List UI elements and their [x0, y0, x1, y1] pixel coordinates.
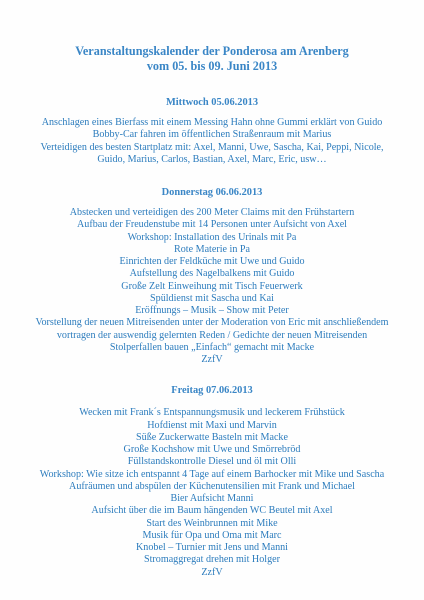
event-line: Aufsicht über die im Baum hängenden WC Beutel mit Axel: [91, 505, 333, 517]
event-line: Guido, Marius, Carlos, Bastian, Axel, Marc, Eric, usw…: [97, 153, 327, 165]
event-line: Hofdienst mit Maxi und Marvin: [147, 419, 277, 431]
event-line: Süße Zuckerwatte Basteln mit Macke: [136, 431, 288, 443]
day-items-friday: [8, 407, 416, 579]
event-line: ZzfV: [201, 566, 223, 578]
document-title: [8, 44, 416, 74]
title-line-2: vom 05. bis 09. Juni 2013: [146, 59, 278, 73]
event-line: Start des Weinbrunnen mit Mike: [146, 517, 278, 529]
event-line: Einrichten der Feldküche mit Uwe und Guido: [119, 256, 305, 268]
event-line: Aufbau der Freudenstube mit 14 Personen unter Aufsicht von Axel: [77, 219, 347, 231]
event-line: Aufstellung des Nagelbalkens mit Guido: [129, 268, 295, 280]
day-items-wednesday: [8, 117, 416, 166]
event-line: Rote Materie in Pa: [174, 243, 250, 255]
event-line: Bobby-Car fahren im öffentlichen Straßenraum mit Marius: [92, 129, 332, 141]
event-line: Abstecken und verteidigen des 200 Meter Claims mit den Frühstartern: [69, 207, 355, 219]
event-line: Eröffnungs – Musik – Show mit Peter: [135, 305, 289, 317]
day-items-thursday: [8, 207, 416, 366]
event-line: Stromaggregat drehen mit Holger: [144, 554, 280, 566]
event-line: Bier Aufsicht Manni: [170, 493, 254, 505]
event-line: Große Zelt Einweihung mit Tisch Feuerwerk: [121, 280, 303, 292]
event-line: Knobel – Turnier mit Jens und Manni: [136, 542, 288, 554]
event-line: Füllstandskontrolle Diesel und öl mit Olli: [127, 456, 297, 468]
event-line: Stolperfallen bauen „Einfach“ gemacht mit Macke: [109, 341, 315, 353]
event-line: Vorstellung der neuen Mitreisenden unter der Moderation von Eric mit anschließendem: [35, 317, 389, 329]
event-line: Spüldienst mit Sascha und Kai: [150, 292, 274, 304]
event-line: Anschlagen eines Bierfass mit einem Messing Hahn ohne Gummi erklärt von Guido: [41, 117, 383, 128]
event-line: Workshop: Wie sitze ich entspannt 4 Tage auf einem Barhocker mit Mike und Sascha: [39, 468, 385, 480]
title-line-1: Veranstaltungskalender der Ponderosa am Arenberg: [75, 44, 349, 58]
event-line: Workshop: Installation des Urinals mit Pa: [127, 231, 297, 243]
day-heading-wednesday: Mittwoch 05.06.2013: [165, 97, 259, 108]
day-heading-thursday: Donnerstag 06.06.2013: [161, 187, 263, 199]
event-line: ZzfV: [201, 354, 223, 366]
event-line: Wecken mit Frank´s Entspannungsmusik und leckerem Frühstück: [79, 407, 345, 419]
event-line: Große Kochshow mit Uwe und Smörrebröd: [123, 444, 301, 456]
event-line: Verteidigen des besten Startplatz mit: Axel, Manni, Uwe, Sascha, Kai, Peppi, Nicole,: [40, 141, 384, 153]
event-line: Aufräumen und abspülen der Küchenutensilien mit Frank und Michael: [69, 480, 355, 492]
event-line: vortragen der auswendig gelernten Reden / Gedichte der neuen Mitreisenden: [56, 329, 368, 341]
day-heading-friday: Freitag 07.06.2013: [171, 385, 253, 397]
event-line: Musik für Opa und Oma mit Marc: [142, 529, 282, 541]
